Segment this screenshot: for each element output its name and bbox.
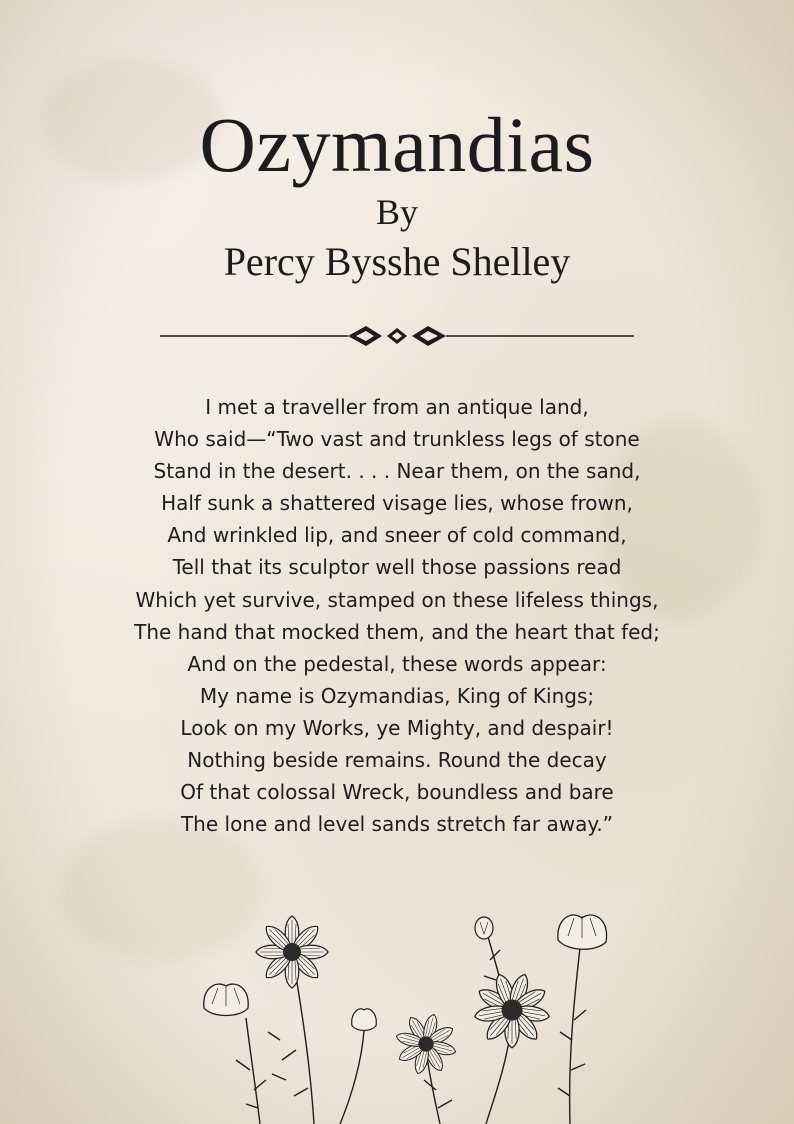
poem-line: Half sunk a shattered visage lies, whose frown, <box>161 491 633 516</box>
diamond-divider-icon <box>160 321 634 351</box>
poem-line: Nothing beside remains. Round the decay <box>187 748 607 773</box>
poem-line: Who said—“Two vast and trunkless legs of stone <box>154 427 640 452</box>
poem-line: Of that colossal Wreck, boundless and bare <box>180 780 614 805</box>
poem-line: And wrinkled lip, and sneer of cold command, <box>167 523 627 548</box>
poem-line: And on the pedestal, these words appear: <box>187 651 607 676</box>
poem-line: My name is Ozymandias, King of Kings; <box>199 683 595 708</box>
poem-line: Which yet survive, stamped on these lifeless things, <box>135 587 659 612</box>
poem-line: The lone and level sands stretch far away.” <box>180 812 614 837</box>
poem-line: I met a traveller from an antique land, <box>205 395 589 419</box>
wildflowers-illustration-icon <box>190 900 630 1124</box>
poem-body <box>0 391 794 840</box>
poem-line: Stand in the desert. . . . Near them, on the sand, <box>153 459 641 484</box>
by-label: By <box>375 192 418 232</box>
poem-title: Ozymandias <box>199 101 595 188</box>
poem-line: Look on my Works, ye Mighty, and despair! <box>180 715 614 740</box>
author-name: Percy Bysshe Shelley <box>223 239 571 284</box>
poem-line: Tell that its sculptor well those passions read <box>172 555 622 580</box>
poem-line: The hand that mocked them, and the heart that fed; <box>134 619 660 644</box>
